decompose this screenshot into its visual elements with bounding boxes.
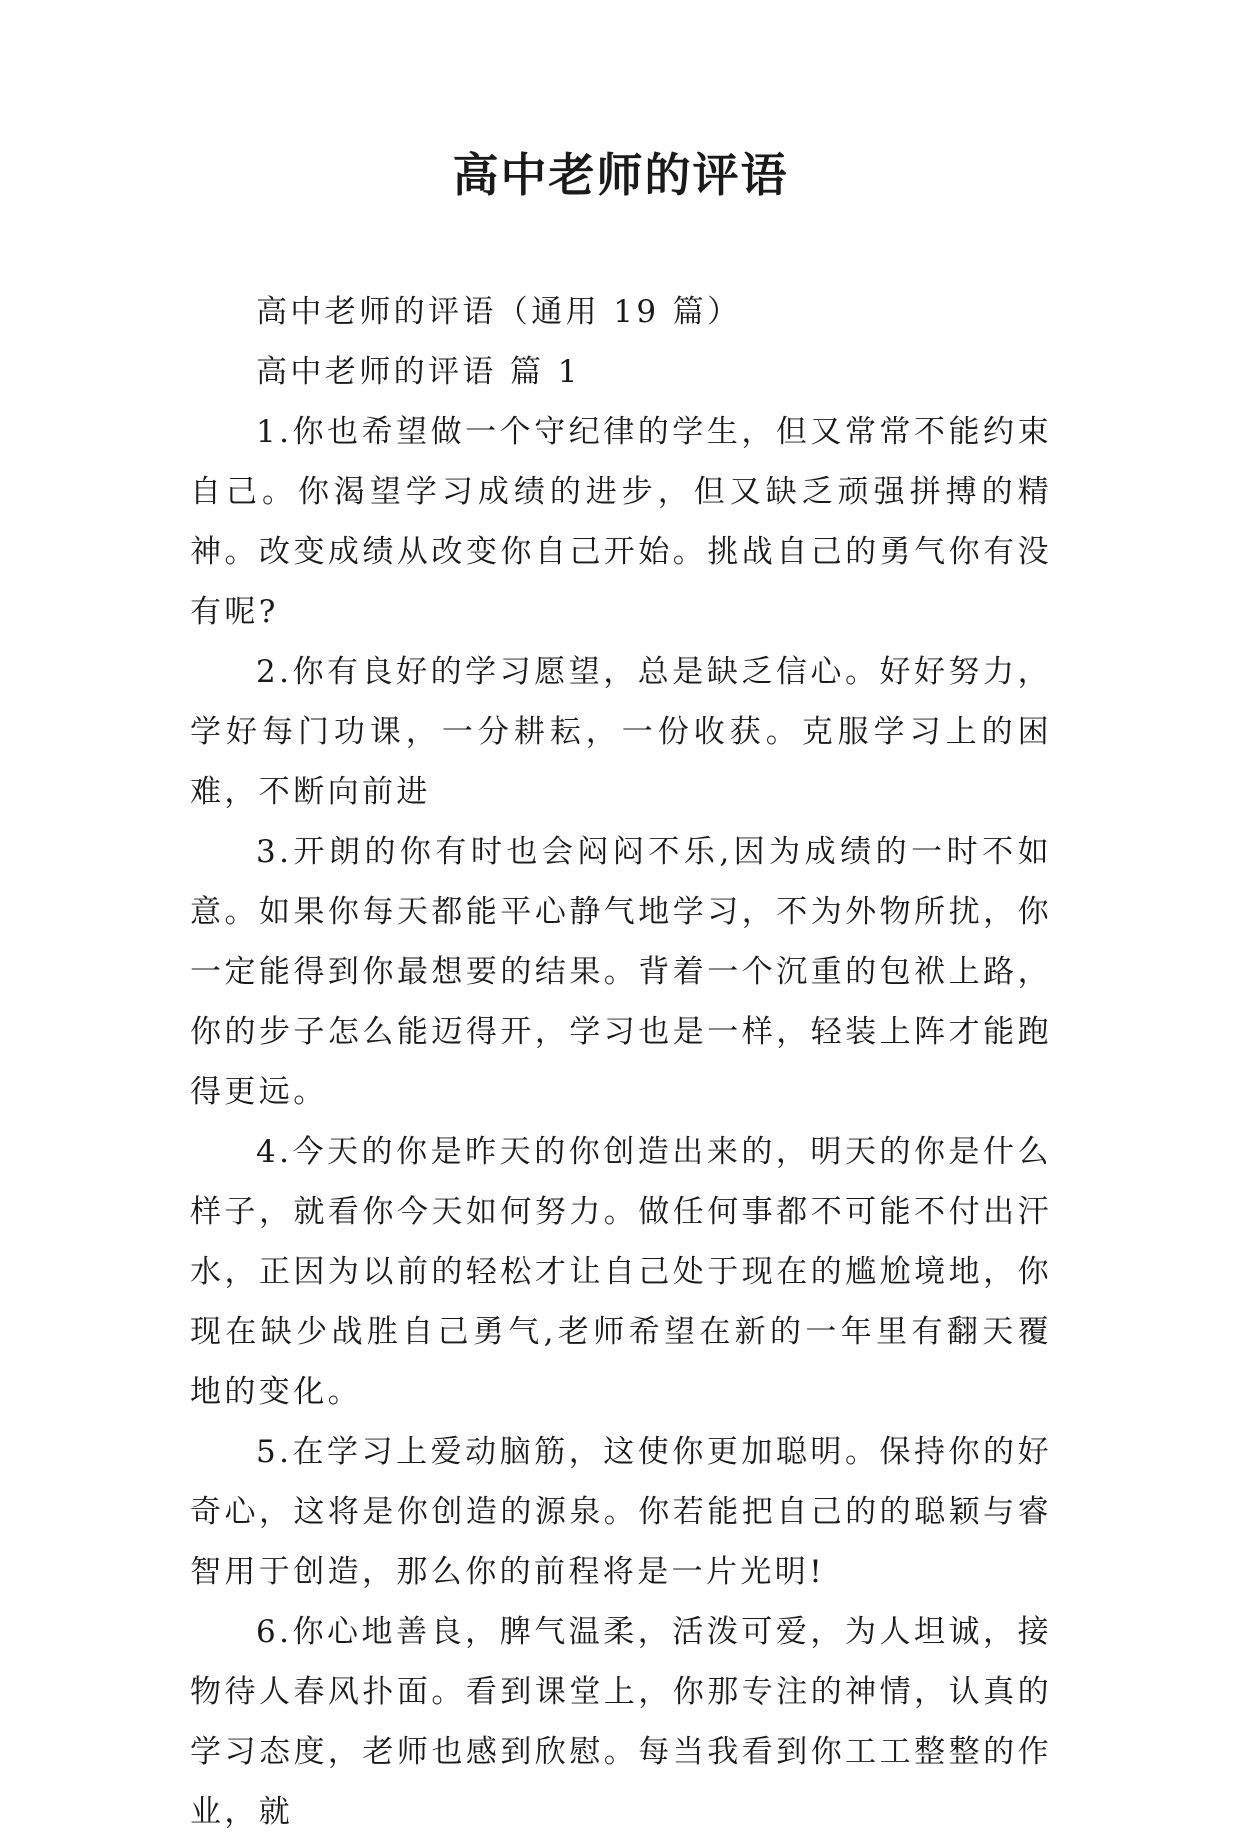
- paragraph-1: 1.你也希望做一个守纪律的学生，但又常常不能约束自己。你渴望学习成绩的进步，但又缺乏顽强拼搏的精神。改变成绩从改变你自己开始。挑战自己的勇气你有没有呢?: [190, 414, 1052, 630]
- paragraph-3: 3.开朗的你有时也会闷闷不乐,因为成绩的一时不如意。如果你每天都能平心静气地学习，不为外物所扰，你一定能得到你最想要的结果。背着一个沉重的包袱上路，你的步子怎么能迈得开，学习也是一样，轻装上阵才能跑得更远。: [190, 834, 1052, 1110]
- paragraph-4: 4.今天的你是昨天的你创造出来的，明天的你是什么样子，就看你今天如何努力。做任何事都不可能不付出汗水，正因为以前的轻松才让自己处于现在的尴尬境地，你现在缺少战胜自己勇气,老师希望在新的一年里有翻天覆地的变化。: [190, 1134, 1052, 1410]
- paragraph-5: 5.在学习上爱动脑筋，这使你更加聪明。保持你的好奇心，这将是你创造的源泉。你若能把自己的的聪颖与睿智用于创造，那么你的前程将是一片光明!: [190, 1434, 1052, 1590]
- document-title: 高中老师的评语: [452, 148, 789, 202]
- paragraph-2: 2.你有良好的学习愿望，总是缺乏信心。好好努力，学好每门功课，一分耕耘，一份收获。克服学习上的困难，不断向前进: [190, 654, 1052, 810]
- paragraph-6: 6.你心地善良，脾气温柔，活泼可爱，为人坦诚，接物待人春风扑面。看到课堂上，你那专注的神情，认真的学习态度，老师也感到欣慰。每当我看到你工工整整的作业，就: [190, 1614, 1052, 1830]
- section-heading: 高中老师的评语 篇 1: [256, 354, 581, 390]
- document-subtitle: 高中老师的评语（通用 19 篇）: [256, 294, 742, 330]
- document-body: [190, 282, 1052, 1842]
